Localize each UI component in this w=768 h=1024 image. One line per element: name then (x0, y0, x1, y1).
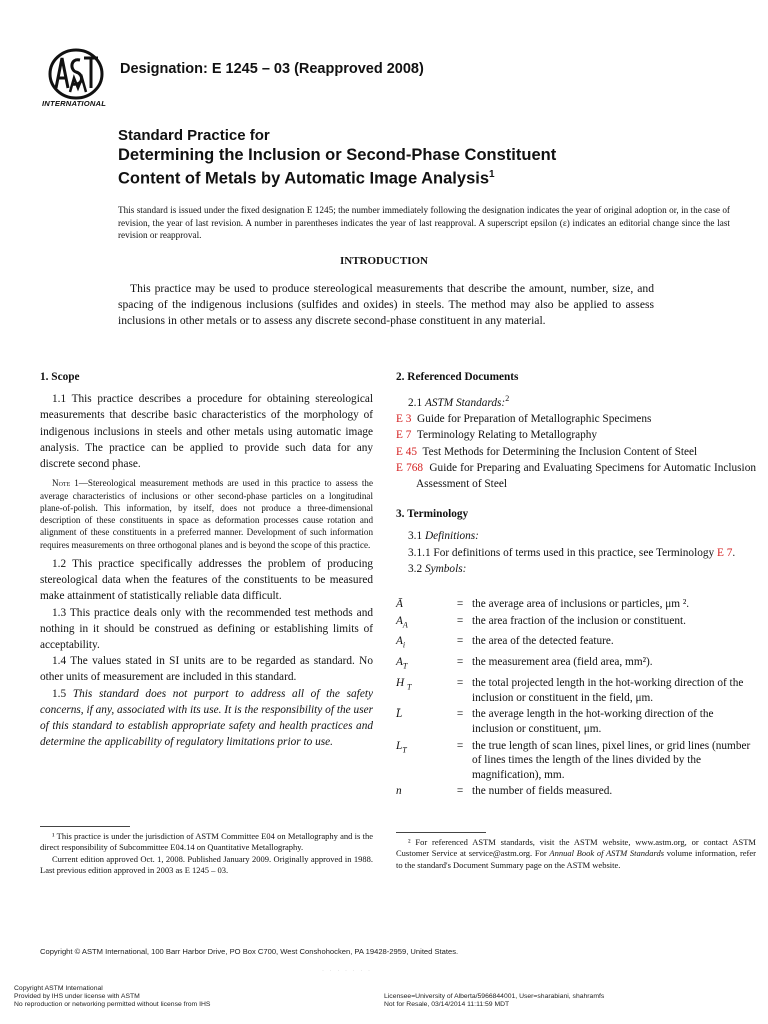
footnote-1: ¹ This practice is under the jurisdiction of ASTM Committee E04 on Metallography and is the direct responsibility of Subcommittee E04.14 on Quantitative Metallography. (40, 831, 373, 853)
symbol-row (396, 634, 756, 655)
symbol-definition: the area fraction of the inclusion or constituent. (472, 614, 686, 627)
symbol-subscript: A (402, 619, 408, 629)
right-column (396, 369, 756, 801)
astm-standards-label: ASTM Standards: (424, 396, 506, 409)
title-block (118, 127, 718, 189)
symbol-row (396, 676, 756, 707)
equals-sign: = (456, 739, 464, 752)
terminology-3-1-1-text: 3.1.1 For definitions of terms used in this practice, see Terminology (408, 546, 717, 559)
reference-item (396, 444, 756, 460)
copyright-line: Copyright © ASTM International, 100 Barr Harbor Drive, PO Box C700, West Conshohocken, PA 19428-2959, United States. (40, 947, 459, 956)
scope-1-5-number: 1.5 (52, 687, 73, 700)
equals-sign: = (456, 614, 464, 627)
title-prefix: Standard Practice for (118, 127, 270, 144)
symbol: $A_T$ (396, 656, 408, 671)
footnote-1-edition: Current edition approved Oct. 1, 2008. Published January 2009. Originally approved in 1988. Last previous edition approved in 2003 as E 1245 – 03. (40, 853, 373, 876)
symbol-definition: the average area of inclusions or particles, μm ². (472, 598, 690, 610)
equals-sign: = (456, 656, 464, 669)
left-column (40, 369, 373, 750)
symbol: $L_T$ (396, 739, 407, 754)
symbol: L̄ (396, 708, 403, 721)
definitions-subheading (396, 528, 756, 544)
terminology-heading: 3. Terminology (396, 508, 469, 521)
symbol-subscript: i (402, 640, 406, 650)
symbol-definition: the number of fields measured. (472, 785, 613, 798)
footnote-2-book-title: Annual Book of ASTM Standards (549, 848, 665, 859)
title-line-1: Determining the Inclusion or Second-Phase Constituent (118, 146, 557, 164)
astm-logo (40, 48, 112, 110)
symbol: H $_T$ (396, 677, 412, 692)
footnotes-right (396, 832, 756, 871)
symbol-definition: the area of the detected feature. (472, 635, 614, 648)
symbol-row (396, 739, 756, 785)
symbol-row (396, 614, 756, 635)
footnote-2-end: volume information, refer to the standard's Document Summary page on the ASTM website. (396, 848, 756, 870)
symbol: $A_A$ (396, 614, 408, 629)
astm-standards-number: 2.1 (408, 396, 425, 409)
symbol-row (396, 784, 756, 801)
scope-heading: 1. Scope (40, 371, 80, 383)
reference-link-e45[interactable]: E 45 (396, 445, 418, 458)
reference-title: Terminology Relating to Metallography (416, 429, 598, 442)
symbols-label: Symbols: (424, 562, 467, 575)
equals-sign: = (456, 677, 464, 690)
logo-wordmark: INTERNATIONAL (42, 99, 107, 108)
equals-sign: = (456, 635, 464, 648)
symbol-definition: the average length in the hot-working direction of the inclusion or constituent, μm. (472, 708, 714, 735)
title-footnote-mark: 1 (489, 169, 495, 180)
terminology-3-1-1-end: . (732, 546, 736, 559)
footnote-rule (40, 826, 130, 827)
astm-standards-subheading (396, 391, 756, 411)
scope-1-5 (40, 686, 373, 751)
footnotes-left (40, 826, 373, 877)
title-line-2: Content of Metals by Automatic Image Analysis (118, 169, 490, 188)
footer-line: Not for Resale, 03/14/2014 11:11:59 MDT (384, 1001, 510, 1009)
symbol-definition: the true length of scan lines, pixel lines, or grid lines (number of lines times the length of the lines divided by the magnification), mm. (472, 739, 751, 781)
reference-link-e3[interactable]: E 3 (396, 413, 412, 426)
scope-1-1: 1.1 This practice describes a procedure for obtaining stereological measurements that describe basic characteristics of the morphology of indigenous inclusions in steels and other metals using automatic image analysis. The practice can be applied to provide such data for any discrete second phase. (40, 393, 373, 471)
equals-sign: = (456, 598, 464, 610)
reference-title: Guide for Preparation of Metallographic Specimens (417, 413, 652, 426)
footnote-rule (396, 832, 486, 833)
faint-watermark: · · · · · · · (322, 968, 372, 974)
equals-sign: = (456, 708, 464, 721)
footer-line: Copyright ASTM International (14, 985, 103, 992)
symbol-subscript: T (406, 682, 412, 692)
reference-link-e768[interactable]: E 768 (396, 461, 424, 474)
note-text: 1—Stereological measurement methods are used in this practice to assess the average characteristics of inclusions or other second-phase particles on a longitudinal plane-of-polish. This information, by itself, does not produce a three-dimensional description of these constituents in space as deformation processes cause rotation and alignment of these constituents in a preferred manner. Development of such information requires measurements on three orthogonal planes and is beyond the scope of this practice. (40, 478, 373, 550)
symbol-definition: the measurement area (field area, mm²). (472, 656, 653, 669)
footer-line: Licensee=University of Alberta/5966844001, User=sharabiani, shahramfs (384, 993, 605, 1000)
footer-line: Provided by IHS under license with ASTM (14, 993, 140, 1001)
symbol-subscript: T (402, 744, 407, 754)
footer-license-left (14, 985, 210, 1010)
reference-item (396, 411, 756, 427)
definitions-label: Definitions: (424, 530, 479, 543)
symbol-row (396, 707, 756, 738)
symbols-number: 3.2 (408, 562, 425, 575)
footnote-2-start: ² For referenced ASTM standards, visit the ASTM website, www.astm.org, or contact ASTM Customer Service at service@astm.org. For (396, 837, 756, 859)
symbol: $A_i$ (396, 635, 406, 650)
note-1 (40, 477, 373, 551)
astm-standards-sup: 2 (505, 394, 510, 404)
scope-1-3: 1.3 This practice deals only with the recommended test methods and nothing in it should be construed as defining or establishing limits of acceptability. (40, 606, 373, 652)
definitions-number: 3.1 (408, 530, 425, 543)
symbol-definition: the total projected length in the hot-working direction of the inclusion or constituent in the field, μm. (472, 677, 744, 704)
introduction-text: This practice may be used to produce stereological measurements that describe the amount, number, size, and spacing of the indigenous inclusions (sulfides and oxides) in steels. The method may also be applied to assess inclusions in other metals or to assess any discrete second-phase constituent in any material. (118, 282, 654, 327)
scope-1-2: 1.2 This practice specifically addresses the problem of producing stereological data when the features of the constituents to be measured make attainment of statistically reliable data difficult. (40, 558, 373, 603)
footer-line: No reproduction or networking permitted without license from IHS (14, 1001, 211, 1009)
scope-1-4: 1.4 The values stated in SI units are to be regarded as standard. No other units of measurement are included in this standard. (40, 655, 373, 684)
footer-license-right (384, 993, 604, 1009)
designation: Designation: E 1245 – 03 (Reapproved 2008) (120, 61, 424, 77)
reference-title: Guide for Preparing and Evaluating Specimens for Automatic Inclusion Assessment of Steel (416, 461, 756, 490)
symbol-row (396, 655, 756, 676)
introduction-heading: INTRODUCTION (339, 255, 428, 267)
terminology-3-1-1 (396, 545, 756, 561)
symbol: n (396, 785, 402, 798)
symbol-row (396, 597, 756, 614)
note-label: Note (52, 478, 71, 489)
referenced-documents-heading: 2. Referenced Documents (396, 371, 519, 383)
scope-1-5-text: This standard does not purport to address all of the safety concerns, if any, associated with its use. It is the responsibility of the user of this standard to establish appropriate safety and health practices and determine the applicability of regulatory limitations prior to use. (40, 687, 373, 749)
reference-title: Test Methods for Determining the Inclusion Content of Steel (422, 445, 698, 458)
reference-item (396, 460, 756, 492)
issuance-note: This standard is issued under the fixed designation E 1245; the number immediately following the designation indicates the year of original adoption or, in the case of revision, the year of last revision. A number in parentheses indicates the year of last reapproval. A superscript epsilon (ε) indicates an editorial change since the last revision or reapproval. (118, 205, 730, 240)
symbols-subheading (396, 561, 756, 577)
reference-link-e7[interactable]: E 7 (396, 429, 412, 442)
symbols-table (396, 597, 756, 801)
symbol-subscript: T (402, 661, 408, 671)
footnote-2 (396, 837, 756, 871)
terminology-link-e7[interactable]: E 7 (716, 546, 733, 559)
symbol: Ā (396, 598, 403, 610)
reference-item (396, 427, 756, 443)
equals-sign: = (456, 785, 464, 798)
